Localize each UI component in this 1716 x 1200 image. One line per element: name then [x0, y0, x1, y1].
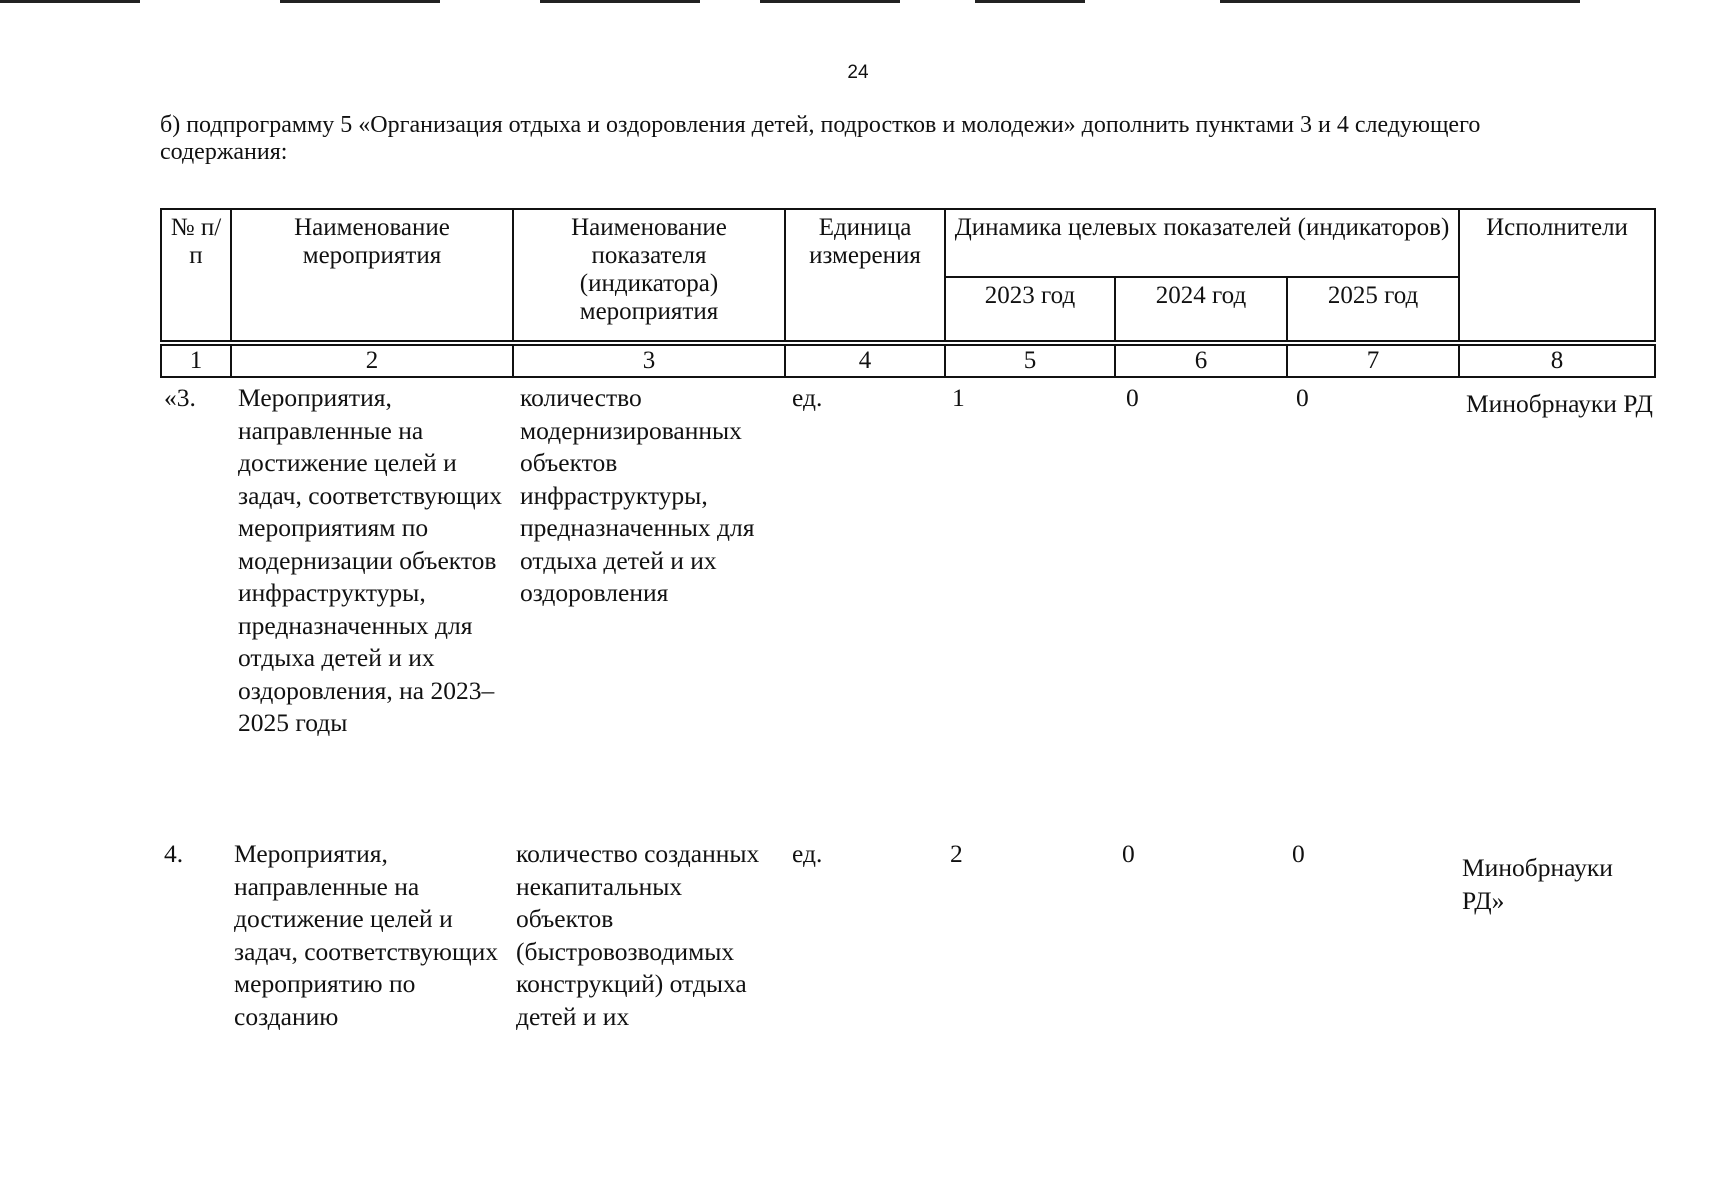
- header-dynamics: Динамика целевых показателей (индикаторов): [945, 209, 1459, 277]
- column-number: 3: [513, 345, 785, 377]
- scan-edge-line: [540, 0, 700, 3]
- page-number: 24: [847, 62, 869, 83]
- header-event-name: Наименование мероприятия: [231, 209, 513, 341]
- row-num: 4.: [164, 839, 184, 868]
- row-value-2025: 0: [1292, 839, 1305, 868]
- header-num: № п/п: [161, 209, 231, 341]
- intro-paragraph: б) подпрограмму 5 «Организация отдыха и оздоровления детей, подростков и молодежи» дополнить пунктами 3 и 4 следующего содержания:: [160, 112, 1481, 165]
- header-unit: Единица измерения: [785, 209, 945, 341]
- row-executor: Минобрнауки РД»: [1462, 853, 1613, 915]
- row-unit: ед.: [792, 839, 823, 868]
- row-indicator-name: количество созданных некапитальных объектов (быстровозводимых конструкций) отдыха детей и их: [516, 839, 760, 1031]
- row-indicator-name: количество модернизированных объектов инфраструктуры, предназначенных для отдыха детей и их оздоровления: [520, 383, 755, 607]
- row-event-name: Мероприятия, направленные на достижение целей и задач, соответствующих мероприятию по созданию: [234, 839, 498, 1031]
- table-header: [160, 208, 1656, 378]
- column-number: 5: [945, 345, 1115, 377]
- row-value-2023: 2: [950, 839, 963, 868]
- header-indicator-name: Наименование показателя (индикатора) мероприятия: [513, 209, 785, 341]
- row-value-2025: 0: [1296, 383, 1309, 412]
- row-executor: Минобрнауки РД: [1466, 389, 1653, 418]
- row-value-2024: 0: [1126, 383, 1139, 412]
- row-event-name: Мероприятия, направленные на достижение целей и задач, соответствующих мероприятиям по модернизации объектов инфраструктуры, предназначенных для отдыха детей и их оздоровления, на 2023–2025 годы: [238, 383, 502, 737]
- scan-edge-line: [975, 0, 1085, 3]
- row-value-2024: 0: [1122, 839, 1135, 868]
- column-number: 2: [231, 345, 513, 377]
- column-number: 4: [785, 345, 945, 377]
- scan-edge-line: [1220, 0, 1580, 3]
- scan-edge-line: [760, 0, 900, 3]
- row-unit: ед.: [792, 383, 823, 412]
- row-value-2023: 1: [952, 383, 965, 412]
- column-number: 1: [161, 345, 231, 377]
- column-number: 6: [1115, 345, 1287, 377]
- header-year-2025: 2025 год: [1287, 277, 1459, 341]
- header-executors: Исполнители: [1459, 209, 1655, 341]
- column-number: 8: [1459, 345, 1655, 377]
- scan-edge-line: [280, 0, 440, 3]
- header-year-2024: 2024 год: [1115, 277, 1287, 341]
- row-num: «3.: [164, 383, 196, 412]
- header-year-2023: 2023 год: [945, 277, 1115, 341]
- column-number: 7: [1287, 345, 1459, 377]
- scan-edge-line: [0, 0, 140, 3]
